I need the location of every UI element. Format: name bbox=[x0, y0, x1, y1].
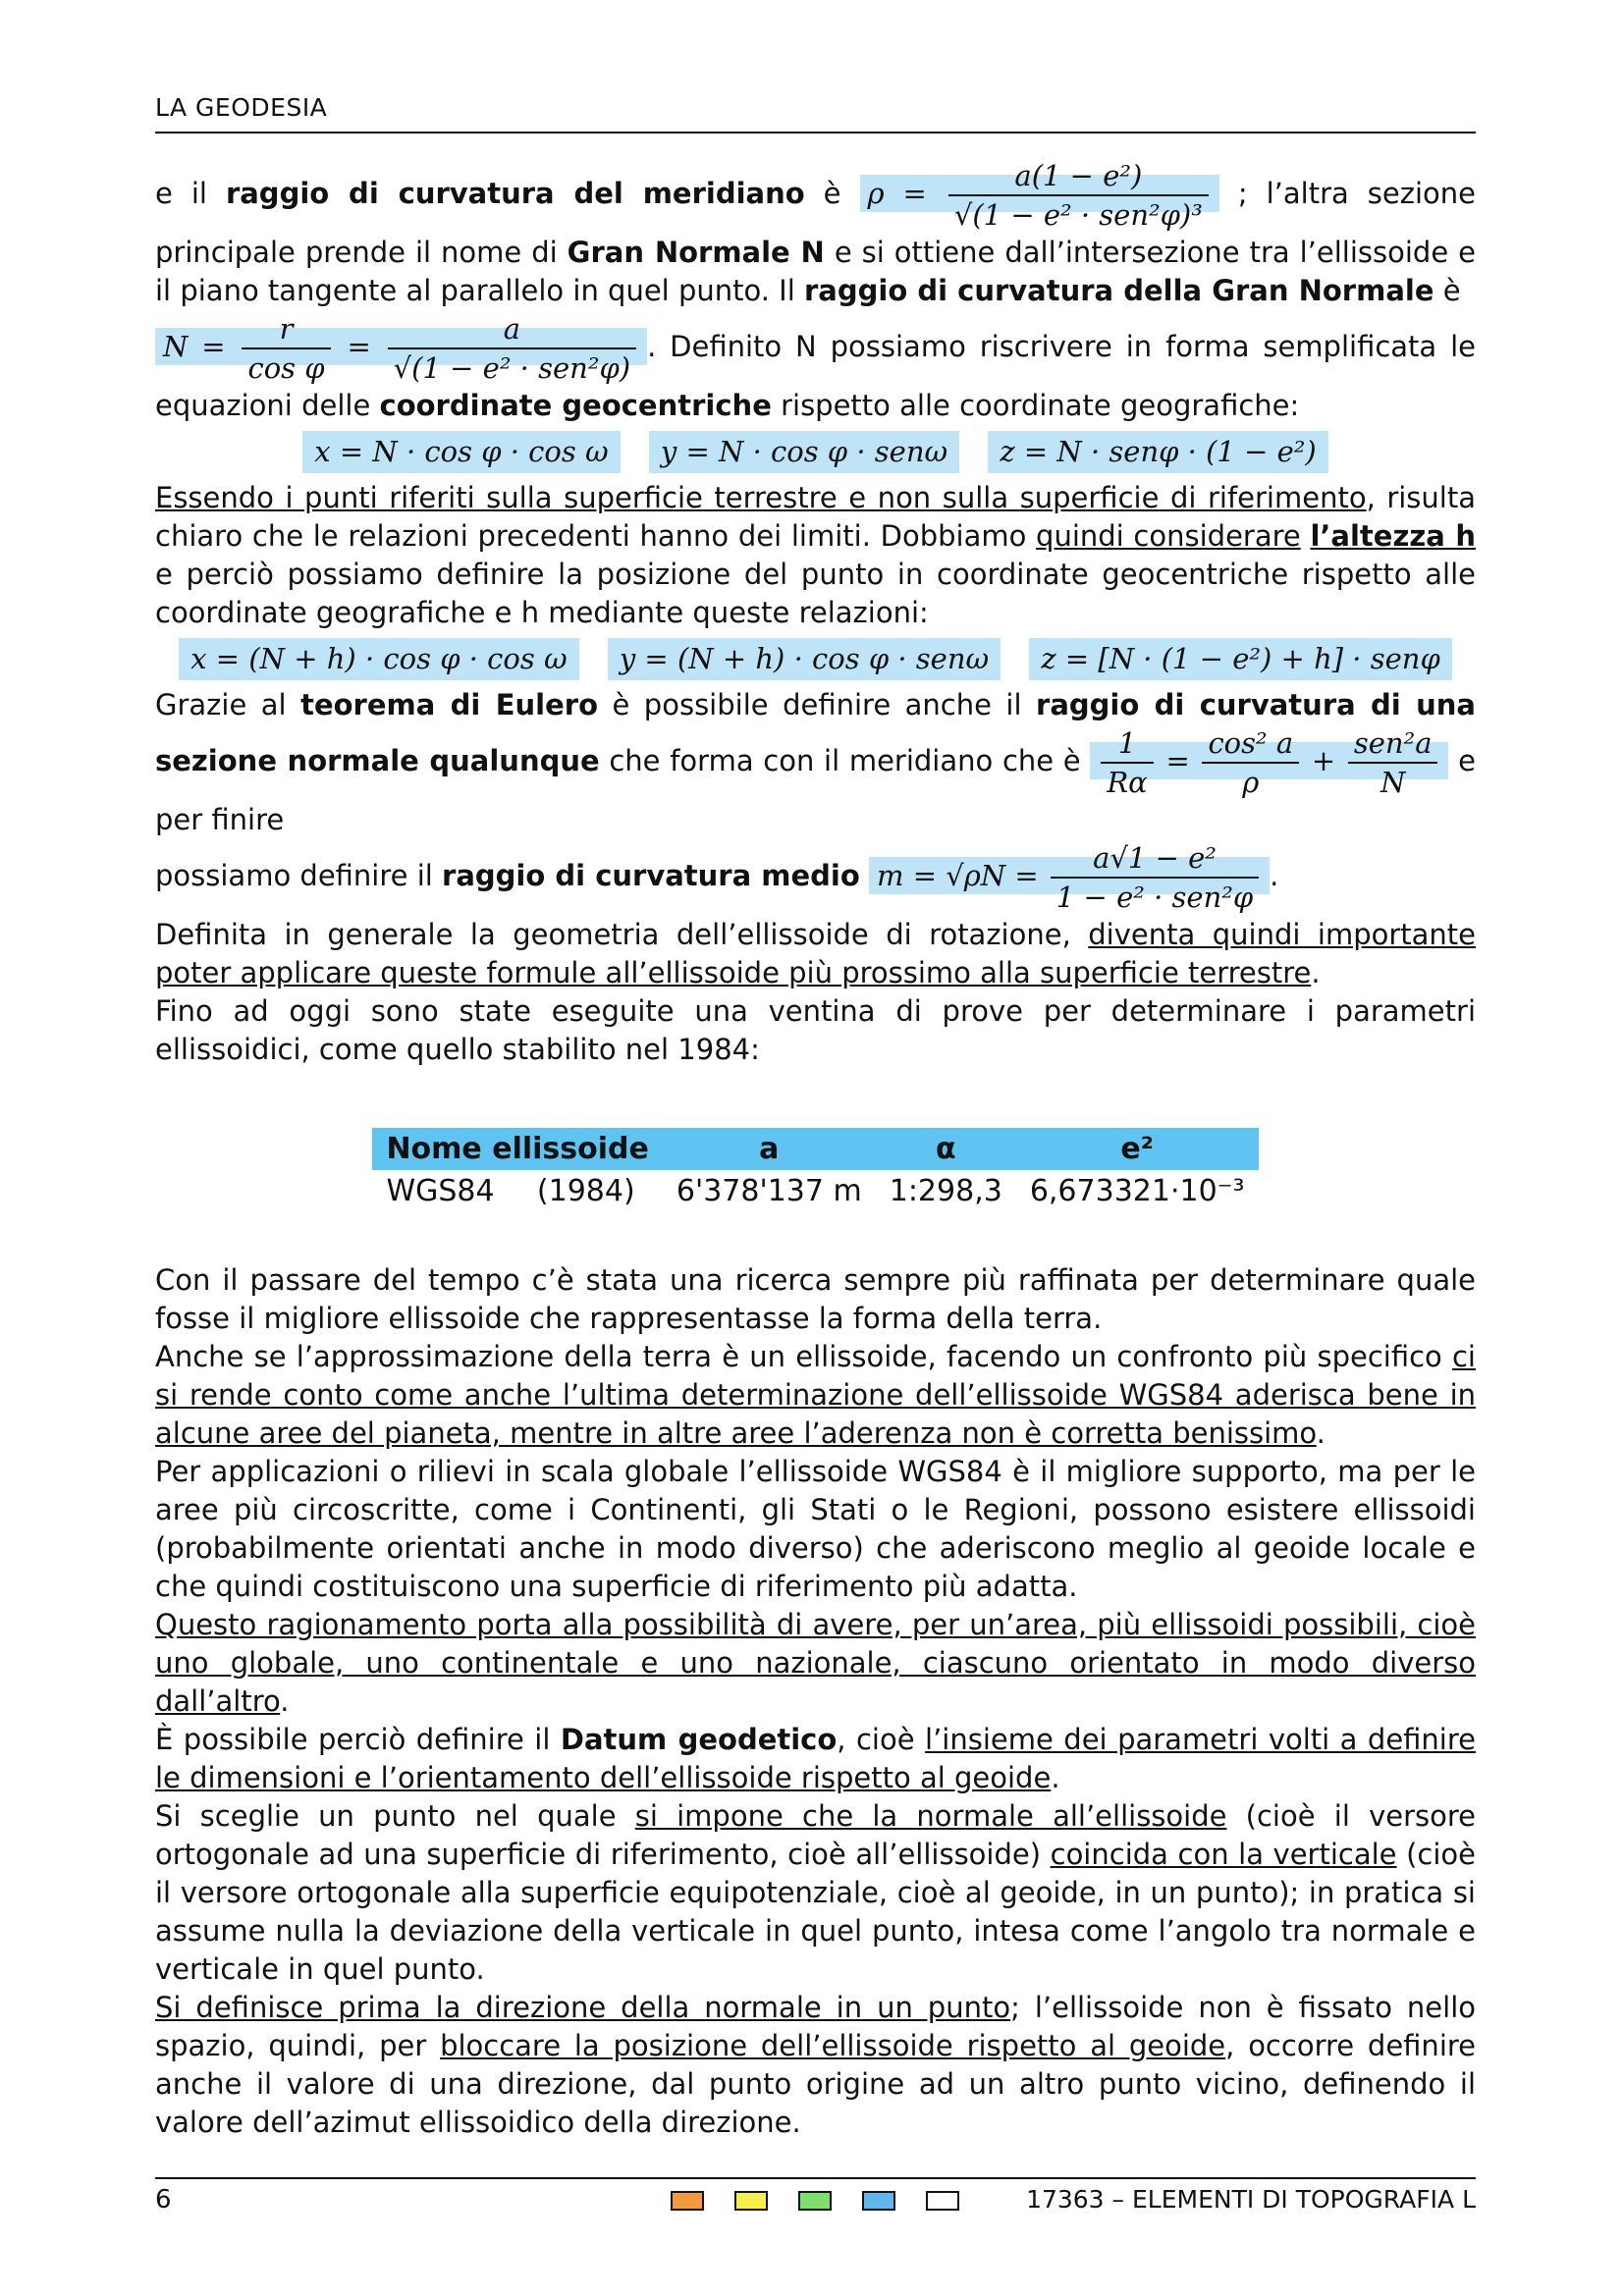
paragraph-meridian-radius: e il raggio di curvatura del meridiano è ρ = $\frac{\text{a(1 − e²)}}{\text{√(1 − e² · sen²φ)³}}$ ; l’altra sezione principale prende il nome di Gran Normale N e si ottiene dall’intersezione tra l’ellissoide e il piano tangente al parallelo in quel punto. Il raggio di curvatura della Gran Normale è bbox=[155, 159, 1476, 307]
paragraph-gran-normale: N = $\frac{r}{\text{cos φ}}$ = $\frac{a}{\text{√(1 − e² · sen²φ)}}$ . Definito N possiamo riscrivere in forma semplificata le equazioni delle coordinate geocentriche rispetto alle coordinate geografiche: bbox=[155, 312, 1476, 422]
color-square-green bbox=[798, 2191, 832, 2211]
formula-eulero: $\frac{1}{R\alpha}$ = $\frac{\text{cos² a}}{\rho}$ + $\frac{\text{sen²a}}{N}$ bbox=[1090, 742, 1448, 779]
paragraph-prove: Fino ad oggi sono state eseguite una ventina di prove per determinare i parametri ellissoidici, come quello stabilito nel 1984: bbox=[155, 994, 1476, 1066]
header-divider bbox=[155, 132, 1476, 133]
equation-x-h: x = (N + h) · cos φ · cos ω bbox=[179, 638, 578, 680]
page-body bbox=[155, 157, 1476, 2142]
table-header: Nome ellissoide bbox=[372, 1128, 662, 1170]
ellipsoid-table bbox=[372, 1128, 1258, 1212]
formula-raggio-medio: m = √ρN = $\frac{\text{a√1 − e²}}{\text{1 − e² · sen²φ}}$ bbox=[869, 857, 1270, 894]
table-header-row bbox=[372, 1128, 1258, 1170]
table-cell: WGS84 bbox=[386, 1174, 495, 1208]
color-square-orange bbox=[671, 2191, 704, 2211]
paragraph-raggio-medio: possiamo definire il raggio di curvatura medio m = √ρN = $\frac{\text{a√1 − e²}}{\text{1 − e² · sen²φ}}$ . bbox=[155, 841, 1279, 914]
paragraph-applicazioni: Per applicazioni o rilievi in scala globale l’ellissoide WGS84 è il migliore supporto, ma per le aree più circoscritte, come i Continenti, gli Stati o le Regioni, possono esistere ellissoidi (probabilmente orientati anche in modo diverso) che aderiscono meglio al geoide locale e che quindi costituiscono una superficie di riferimento più adatta. bbox=[155, 1455, 1476, 1603]
page-header: LA GEODESIA bbox=[155, 93, 328, 122]
formula-meridian-radius: ρ = $\frac{\text{a(1 − e²)}}{\text{√(1 − e² · sen²φ)³}}$ bbox=[860, 175, 1219, 212]
paragraph-geometria: Definita in generale la geometria dell’ellissoide di rotazione, diventa quindi importante poter applicare queste formule all’ellissoide più prossimo alla superficie terrestre. bbox=[155, 918, 1476, 989]
paragraph-direzione: Si definisce prima la direzione della normale in un punto; l’ellissoide non è fissato nello spazio, quindi, per bloccare la posizione dell’ellissoide rispetto al geoide, occorre definire anche il valore di una direzione, dal punto origine ad un altro punto vicino, definendo il valore dell’azimut ellissoidico della direzione. bbox=[155, 1991, 1477, 2139]
footer-divider bbox=[155, 2177, 1476, 2179]
color-square-white bbox=[926, 2191, 959, 2211]
paragraph-confronto: Anche se l’approssimazione della terra è un ellissoide, facendo un confronto più specifico ci si rende conto come anche l’ultima determinazione dell’ellissoide WGS84 aderisca bene in alcune aree del pianeta, mentre in altre aree l’aderenza non è corretta benissimo. bbox=[155, 1340, 1476, 1450]
equation-y-h: y = (N + h) · cos φ · senω bbox=[608, 638, 1001, 680]
equation-y: y = N · cos φ · senω bbox=[649, 431, 959, 473]
page-number: 6 bbox=[155, 2185, 172, 2215]
paragraph-altezza: Essendo i punti riferiti sulla superficie terrestre e non sulla superficie di riferimento, risulta chiaro che le relazioni precedenti hanno dei limiti. Dobbiamo quindi considerare l’altezza h e perciò possiamo definire la posizione del punto in coordinate geocentriche rispetto alle coordinate geografiche e h mediante queste relazioni: bbox=[155, 481, 1476, 629]
equations-geocentric-h bbox=[155, 638, 1476, 680]
color-square-yellow bbox=[734, 2191, 768, 2211]
table-cell: 1:298,3 bbox=[889, 1174, 1002, 1208]
course-title: 17363 – ELEMENTI DI TOPOGRAFIA L bbox=[1026, 2185, 1476, 2214]
paragraph-ricerca: Con il passare del tempo c’è stata una ricerca sempre più raffinata per determinare quale fosse il migliore ellissoide che rappresentasse la forma della terra. bbox=[155, 1263, 1476, 1335]
paragraph-normale: Si sceglie un punto nel quale si impone che la normale all’ellissoide (cioè il versore ortogonale ad una superficie di riferimento, cioè all’ellissoide) coincida con la verticale (cioè il versore ortogonale alla superficie equipotenziale, cioè al geoide, in un punto); in pratica si assume nulla la deviazione della verticale in quel punto, intesa come l’angolo tra normale e verticale in quel punto. bbox=[155, 1799, 1477, 1986]
paragraph-eulero: Grazie al teorema di Eulero è possibile definire anche il raggio di curvatura di una sezione normale qualunque che forma con il meridiano che è $\frac{1}{R\alpha}$ = $\frac{\text{cos² a}}{\rho}$ + $\frac{\text{sen²a}}{N}$ e per finire bbox=[155, 688, 1477, 836]
table-cell: 6'378'137 m bbox=[676, 1174, 862, 1208]
equations-geocentric bbox=[155, 431, 1476, 473]
table-header: e² bbox=[1016, 1128, 1259, 1170]
equation-z: z = N · senφ · (1 − e²) bbox=[988, 431, 1327, 473]
table-header: α bbox=[876, 1128, 1016, 1170]
table-row bbox=[372, 1170, 1258, 1212]
equation-z-h: z = [N · (1 − e²) + h] · senφ bbox=[1029, 638, 1451, 680]
table-header: a bbox=[663, 1128, 876, 1170]
color-square-blue bbox=[862, 2191, 895, 2211]
table-cell: (1984) bbox=[536, 1174, 635, 1208]
table-cell: 6,673321·10⁻³ bbox=[1029, 1174, 1245, 1208]
equation-x: x = N · cos φ · cos ω bbox=[302, 431, 620, 473]
paragraph-ragionamento: Questo ragionamento porta alla possibilità di avere, per un’area, più ellissoidi possibili, cioè uno globale, uno continentale e uno nazionale, ciascuno orientato in modo diverso dall’altro. bbox=[155, 1608, 1476, 1718]
paragraph-datum: È possibile perciò definire il Datum geodetico, cioè l’insieme dei parametri volti a definire le dimensioni e l’orientamento dell’ellissoide rispetto al geoide. bbox=[155, 1723, 1476, 1794]
formula-gran-normale: N = $\frac{r}{\text{cos φ}}$ = $\frac{a}{\text{√(1 − e² · sen²φ)}}$ bbox=[155, 328, 647, 365]
